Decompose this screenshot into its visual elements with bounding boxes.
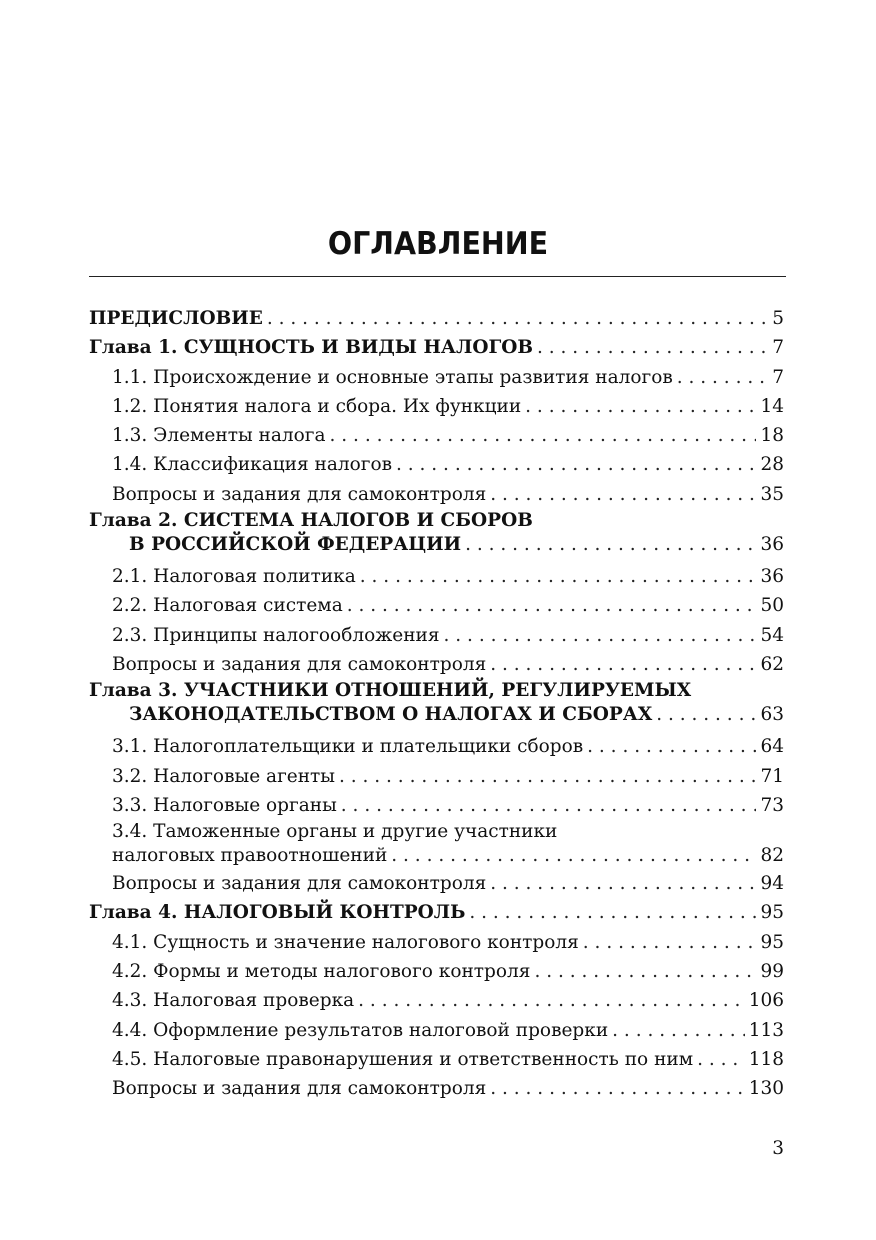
toc-page: 95 xyxy=(760,931,784,953)
toc-label: 4.3. Налоговая проверка xyxy=(112,990,355,1012)
toc-page: 18 xyxy=(760,425,784,447)
toc-entry-chapter-4[interactable] xyxy=(89,898,784,927)
toc-label: 1.2. Понятия налога и сбора. Их функции xyxy=(112,395,522,417)
page-number: 3 xyxy=(772,1138,784,1159)
toc-page: 14 xyxy=(760,395,784,417)
dot-leader xyxy=(490,869,756,898)
dot-leader xyxy=(339,762,756,791)
toc-entry-4-questions[interactable] xyxy=(89,1074,784,1103)
toc-page: 94 xyxy=(760,873,784,895)
title-divider xyxy=(89,276,786,277)
dot-leader xyxy=(360,562,757,591)
dot-leader xyxy=(490,650,756,679)
toc-label: Глава 2. СИСТЕМА НАЛОГОВ И СБОРОВ xyxy=(89,510,533,532)
toc-label: налоговых правоотношений xyxy=(112,845,388,867)
toc-entry-preface[interactable] xyxy=(89,304,784,333)
toc-entry-4-5[interactable] xyxy=(89,1045,784,1074)
toc-entry-1-4[interactable] xyxy=(89,450,784,479)
toc-entry-chapter-2-cont[interactable] xyxy=(89,532,784,558)
toc-label: 1.4. Классификация налогов xyxy=(112,454,393,476)
toc-page: 64 xyxy=(760,736,784,758)
toc-label: 3.4. Таможенные органы и другие участники xyxy=(112,821,558,843)
toc-label: 2.3. Принципы налогообложения xyxy=(112,624,440,646)
dot-leader xyxy=(391,843,756,869)
toc-entry-3-4-cont[interactable] xyxy=(89,843,784,869)
dot-leader xyxy=(444,621,757,650)
dot-leader xyxy=(465,532,756,558)
dot-leader xyxy=(534,957,756,986)
toc-label: 3.2. Налоговые агенты xyxy=(112,765,335,787)
toc-label: Вопросы и задания для самоконтроля xyxy=(112,483,487,505)
toc-page: 7 xyxy=(772,366,784,388)
toc-label: 4.2. Формы и методы налогового контроля xyxy=(112,961,531,983)
dot-leader xyxy=(490,1074,744,1103)
toc-page: 5 xyxy=(772,308,784,329)
toc-label: 4.5. Налоговые правонарушения и ответственность по ним xyxy=(112,1048,694,1070)
toc-label: 4.1. Сущность и значение налогового контроля xyxy=(112,931,579,953)
toc-label: Вопросы и задания для самоконтроля xyxy=(112,1078,487,1100)
toc-entry-3-questions[interactable] xyxy=(89,869,784,898)
toc-entry-chapter-3-cont[interactable] xyxy=(89,702,784,728)
toc-page: 50 xyxy=(760,595,784,617)
toc-entry-2-3[interactable] xyxy=(89,621,784,650)
toc-page: 113 xyxy=(748,1019,784,1041)
toc-label: 3.3. Налоговые органы xyxy=(112,794,337,816)
toc-page: 71 xyxy=(760,765,784,787)
toc-entry-3-3[interactable] xyxy=(89,791,784,820)
toc-page: 63 xyxy=(760,704,784,726)
dot-leader xyxy=(267,304,768,333)
toc-entry-1-1[interactable] xyxy=(89,363,784,392)
toc-entry-2-1[interactable] xyxy=(89,562,784,591)
dot-leader xyxy=(677,363,768,392)
toc-entry-3-4[interactable] xyxy=(89,820,784,843)
toc-label: ПРЕДИСЛОВИЕ xyxy=(89,308,263,329)
toc-entry-3-1[interactable] xyxy=(89,732,784,761)
dot-leader xyxy=(587,732,756,761)
dot-leader xyxy=(537,333,768,362)
toc-entry-chapter-3[interactable] xyxy=(89,679,784,702)
toc-entry-1-questions[interactable] xyxy=(89,480,784,509)
toc-label: В РОССИЙСКОЙ ФЕДЕРАЦИИ xyxy=(129,534,462,556)
toc-page: 36 xyxy=(760,534,784,556)
toc-label: 1.1. Происхождение и основные этапы развития налогов xyxy=(112,366,673,388)
toc-page: 82 xyxy=(760,845,784,867)
dot-leader xyxy=(583,928,757,957)
dot-leader xyxy=(525,392,756,421)
toc-page: 95 xyxy=(760,902,784,924)
toc-label: 4.4. Оформление результатов налоговой проверки xyxy=(112,1019,609,1041)
toc-page: 28 xyxy=(760,454,784,476)
toc-page: 62 xyxy=(760,653,784,675)
toc-entry-3-2[interactable] xyxy=(89,762,784,791)
dot-leader xyxy=(490,480,756,509)
toc-label: Глава 4. НАЛОГОВЫЙ КОНТРОЛЬ xyxy=(89,902,466,924)
dot-leader xyxy=(396,450,756,479)
dot-leader xyxy=(656,702,756,728)
toc-label: ЗАКОНОДАТЕЛЬСТВОМ О НАЛОГАХ И СБОРАХ xyxy=(129,704,653,726)
toc-entry-4-3[interactable] xyxy=(89,986,784,1015)
toc-entry-1-2[interactable] xyxy=(89,392,784,421)
toc-page: 35 xyxy=(760,483,784,505)
toc-page: 99 xyxy=(760,961,784,983)
dot-leader xyxy=(697,1045,745,1074)
toc-entry-4-2[interactable] xyxy=(89,957,784,986)
toc-label: 3.1. Налогоплательщики и плательщики сборов xyxy=(112,736,584,758)
dot-leader xyxy=(469,898,756,927)
toc-label: Вопросы и задания для самоконтроля xyxy=(112,873,487,895)
table-of-contents xyxy=(89,304,784,1104)
toc-entry-4-4[interactable] xyxy=(89,1016,784,1045)
dot-leader xyxy=(612,1016,745,1045)
toc-label: 2.1. Налоговая политика xyxy=(112,566,356,588)
toc-label: Глава 1. СУЩНОСТЬ И ВИДЫ НАЛОГОВ xyxy=(89,337,533,359)
dot-leader xyxy=(341,791,757,820)
toc-label: Глава 3. УЧАСТНИКИ ОТНОШЕНИЙ, РЕГУЛИРУЕМЫХ xyxy=(89,680,692,702)
toc-page: 130 xyxy=(748,1078,784,1100)
toc-entry-chapter-2[interactable] xyxy=(89,509,784,532)
toc-entry-2-questions[interactable] xyxy=(89,650,784,679)
dot-leader xyxy=(347,591,757,620)
toc-entry-chapter-1[interactable] xyxy=(89,333,784,362)
toc-entry-1-3[interactable] xyxy=(89,421,784,450)
toc-page: 36 xyxy=(760,566,784,588)
toc-page: 118 xyxy=(748,1048,784,1070)
dot-leader xyxy=(330,421,757,450)
toc-page: 106 xyxy=(748,990,784,1012)
toc-entry-2-2[interactable] xyxy=(89,591,784,620)
page-title: ОГЛАВЛЕНИЕ xyxy=(327,226,549,262)
toc-label: Вопросы и задания для самоконтроля xyxy=(112,653,487,675)
toc-label: 1.3. Элементы налога xyxy=(112,425,326,447)
toc-page: 54 xyxy=(760,624,784,646)
toc-page: 7 xyxy=(772,337,784,359)
dot-leader xyxy=(358,986,745,1015)
toc-label: 2.2. Налоговая система xyxy=(112,595,343,617)
toc-entry-4-1[interactable] xyxy=(89,928,784,957)
toc-page: 73 xyxy=(760,794,784,816)
